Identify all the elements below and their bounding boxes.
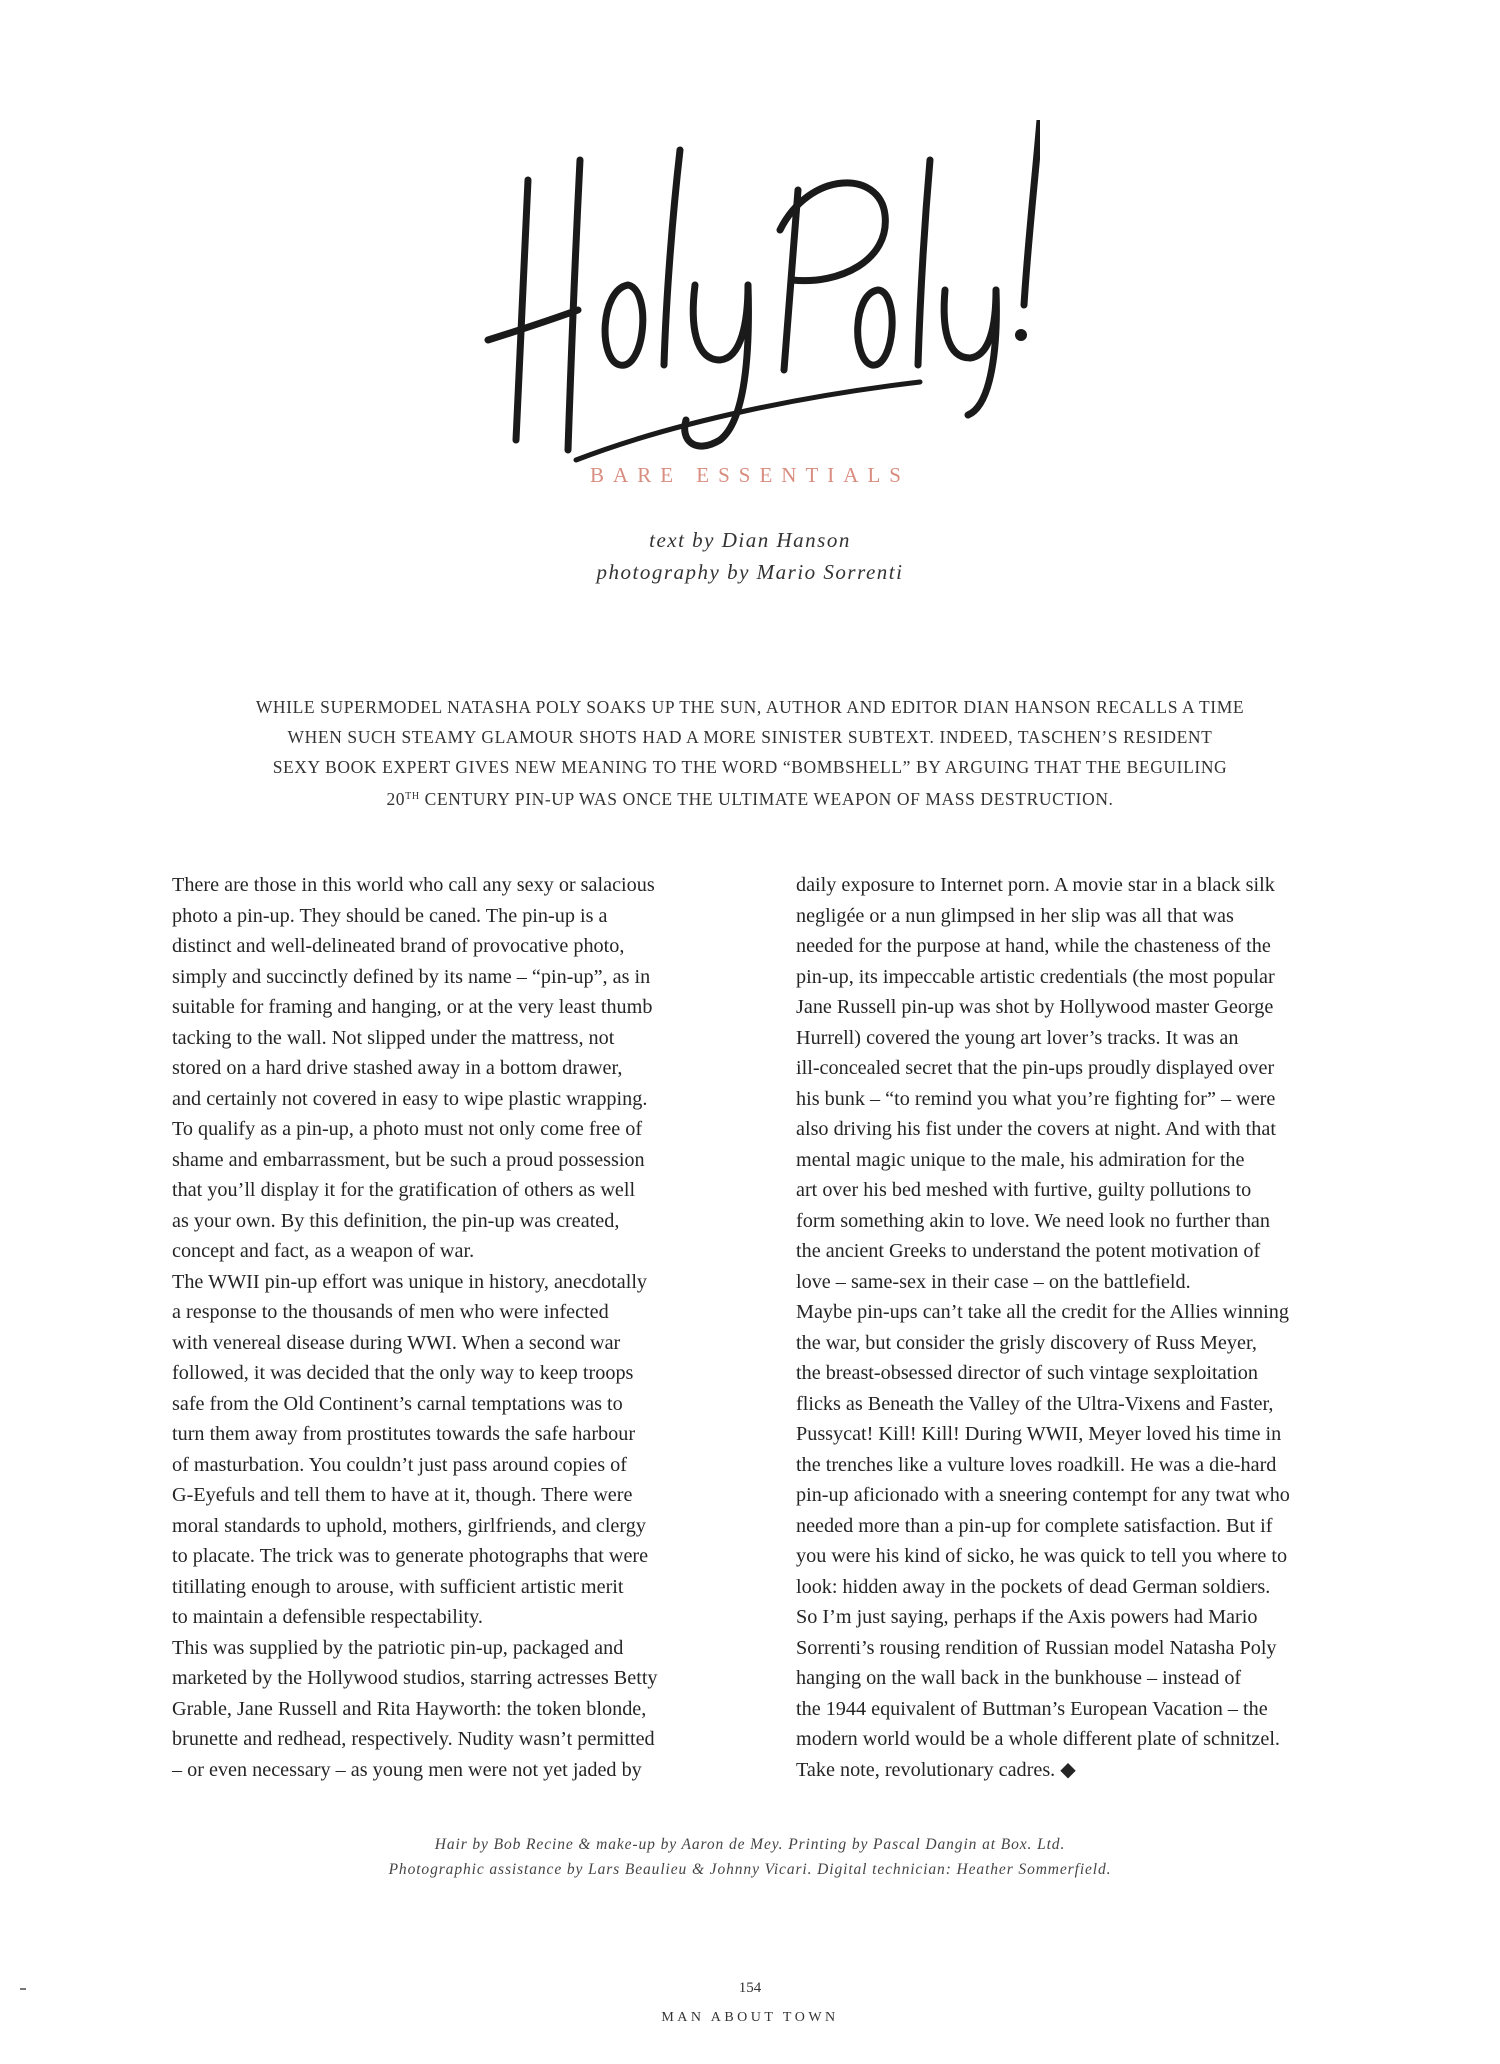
standfirst <box>160 692 1340 814</box>
body-line: simply and succinctly defined by its name – “pin-up”, as in <box>172 965 651 988</box>
body-line: that you’ll display it for the gratification of others as well <box>172 1179 636 1201</box>
text-credit: text by Dian Hanson <box>649 528 851 552</box>
body-column-right <box>796 870 1356 1785</box>
standfirst-line <box>160 782 1340 814</box>
body-line: Jane Russell pin-up was shot by Hollywood master George <box>796 996 1274 1018</box>
body-line: form something akin to love. We need look no further than <box>796 1209 1270 1232</box>
body-line: flicks as Beneath the Valley of the Ultra-Vixens and Faster, <box>796 1392 1274 1415</box>
body-line: moral standards to uphold, mothers, girlfriends, and clergy <box>172 1514 646 1537</box>
body-line: as your own. By this definition, the pin-up was created, <box>172 1209 620 1232</box>
body-line: G-Eyefuls and tell them to have at it, though. There were <box>172 1484 633 1506</box>
body-line: modern world would be a whole different plate of schnitzel. <box>796 1728 1280 1750</box>
body-line: followed, it was decided that the only way to keep troops <box>172 1362 634 1384</box>
body-line: a response to the thousands of men who were infected <box>172 1301 609 1323</box>
section-label: BARE ESSENTIALS <box>590 463 910 487</box>
body-line: the ancient Greeks to understand the potent motivation of <box>796 1240 1261 1262</box>
page-title <box>480 120 1040 480</box>
body-line: hanging on the wall back in the bunkhouse – instead of <box>796 1667 1242 1689</box>
standfirst-line: WHEN SUCH STEAMY GLAMOUR SHOTS HAD A MORE SINISTER SUBTEXT. INDEED, TASCHEN’S RESIDENT <box>287 727 1213 747</box>
body-line: ill-concealed secret that the pin-ups proudly displayed over <box>796 1057 1275 1079</box>
body-line: tacking to the wall. Not slipped under the mattress, not <box>172 1026 615 1049</box>
body-line: the breast-obsessed director of such vintage sexploitation <box>796 1362 1258 1384</box>
body-line: distinct and well-delineated brand of provocative photo, <box>172 935 625 957</box>
body-line: pin-up aficionado with a sneering contempt for any twat who <box>796 1484 1290 1506</box>
body-line: negligée or a nun glimpsed in her slip was all that was <box>796 904 1234 927</box>
body-line: Maybe pin-ups can’t take all the credit for the Allies winning <box>796 1301 1289 1323</box>
body-line: his bunk – “to remind you what you’re fighting for” – were <box>796 1087 1276 1110</box>
body-line: pin-up, its impeccable artistic credentials (the most popular <box>796 965 1275 988</box>
century-suffix: TH <box>405 791 420 802</box>
body-line: to maintain a defensible respectability. <box>172 1606 483 1628</box>
body-line: Pussycat! Kill! Kill! During WWII, Meyer loved his time in <box>796 1423 1282 1445</box>
body-line: titillating enough to arouse, with sufficient artistic merit <box>172 1575 624 1598</box>
body-line: Grable, Jane Russell and Rita Hayworth: the token blonde, <box>172 1697 647 1720</box>
body-line: safe from the Old Continent’s carnal temptations was to <box>172 1392 623 1415</box>
byline <box>0 524 1500 588</box>
body-line: suitable for framing and hanging, or at the very least thumb <box>172 996 653 1018</box>
body-line: needed more than a pin-up for complete satisfaction. But if <box>796 1514 1273 1537</box>
body-line: love – same-sex in their case – on the battlefield. <box>796 1270 1191 1293</box>
page-number: 154 <box>738 1980 762 1996</box>
body-line: you were his kind of sicko, he was quick to tell you where to <box>796 1545 1288 1567</box>
century-number: 20 <box>386 789 406 809</box>
credits-line: Photographic assistance by Lars Beaulieu & Johnny Vicari. Digital technician: Heather Sommerfield. <box>388 1861 1112 1878</box>
magazine-name: MAN ABOUT TOWN <box>661 2010 839 2025</box>
body-line: the war, but consider the grisly discovery of Russ Meyer, <box>796 1331 1257 1354</box>
body-line: mental magic unique to the male, his admiration for the <box>796 1148 1245 1171</box>
body-line: photo a pin-up. They should be caned. The pin-up is a <box>172 904 608 927</box>
body-line: Take note, revolutionary cadres. ◆ <box>796 1758 1076 1781</box>
body-line: daily exposure to Internet porn. A movie star in a black silk <box>796 874 1275 896</box>
body-line: To qualify as a pin-up, a photo must not only come free of <box>172 1118 643 1140</box>
standfirst-line: SEXY BOOK EXPERT GIVES NEW MEANING TO THE WORD “BOMBSHELL” BY ARGUING THAT THE BEGUILING <box>272 757 1228 777</box>
body-line: and certainly not covered in easy to wipe plastic wrapping. <box>172 1087 648 1110</box>
body-line: turn them away from prostitutes towards the safe harbour <box>172 1423 636 1445</box>
body-line: with venereal disease during WWI. When a second war <box>172 1331 621 1354</box>
body-line: shame and embarrassment, but be such a proud possession <box>172 1148 645 1171</box>
body-column-left <box>172 870 732 1785</box>
body-line: – or even necessary – as young men were not yet jaded by <box>172 1758 642 1781</box>
photo-credit: photography by Mario Sorrenti <box>596 560 904 584</box>
standfirst-line: WHILE SUPERMODEL NATASHA POLY SOAKS UP THE SUN, AUTHOR AND EDITOR DIAN HANSON RECALLS A TIME <box>255 697 1245 717</box>
body-line: marketed by the Hollywood studios, starring actresses Betty <box>172 1667 658 1689</box>
body-line: Sorrenti’s rousing rendition of Russian model Natasha Poly <box>796 1636 1277 1659</box>
body-line: This was supplied by the patriotic pin-up, packaged and <box>172 1636 624 1659</box>
credits-line: Hair by Bob Recine & make-up by Aaron de Mey. Printing by Pascal Dangin at Box. Ltd. <box>434 1836 1066 1853</box>
body-line: Hurrell) covered the young art lover’s tracks. It was an <box>796 1026 1239 1049</box>
production-credits <box>0 1832 1500 1882</box>
body-line: to placate. The trick was to generate photographs that were <box>172 1545 649 1567</box>
body-line: also driving his fist under the covers at night. And with that <box>796 1118 1276 1140</box>
body-line: The WWII pin-up effort was unique in history, anecdotally <box>172 1270 648 1293</box>
body-line: art over his bed meshed with furtive, guilty pollutions to <box>796 1179 1252 1201</box>
body-line: concept and fact, as a weapon of war. <box>172 1240 475 1262</box>
body-line: the 1944 equivalent of Buttman’s European Vacation – the <box>796 1697 1268 1720</box>
body-line: brunette and redhead, respectively. Nudity wasn’t permitted <box>172 1728 655 1750</box>
standfirst-line-end: CENTURY PIN-UP WAS ONCE THE ULTIMATE WEAPON OF MASS DESTRUCTION. <box>419 789 1114 809</box>
body-line: There are those in this world who call any sexy or salacious <box>172 874 655 896</box>
body-line: of masturbation. You couldn’t just pass around copies of <box>172 1453 627 1476</box>
script-title-graphic <box>480 120 1040 480</box>
body-line: needed for the purpose at hand, while the chasteness of the <box>796 935 1271 957</box>
body-line: look: hidden away in the pockets of dead German soldiers. <box>796 1575 1271 1598</box>
body-line: stored on a hard drive stashed away in a bottom drawer, <box>172 1057 623 1079</box>
body-line: the trenches like a vulture loves roadkill. He was a die-hard <box>796 1453 1277 1476</box>
body-line: So I’m just saying, perhaps if the Axis powers had Mario <box>796 1606 1258 1628</box>
